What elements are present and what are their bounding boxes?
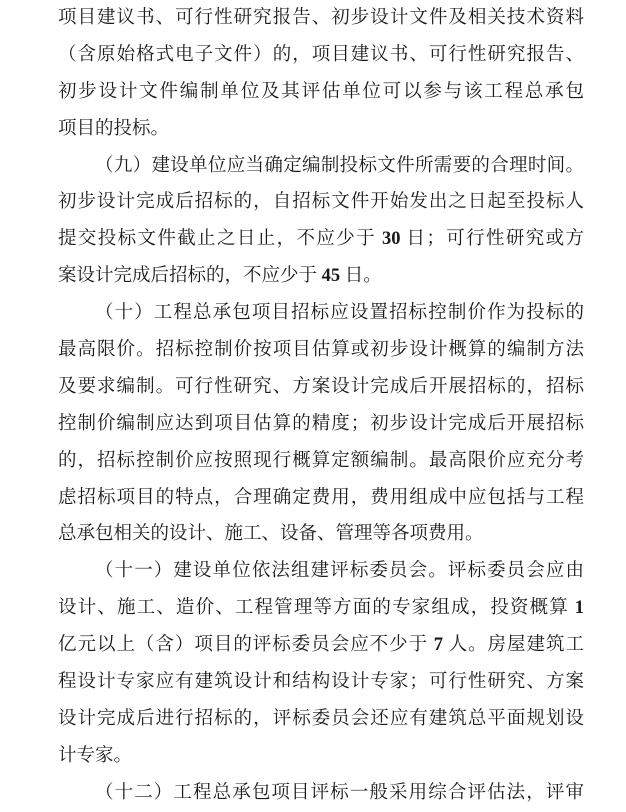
text-segment: 计专家。 [58,745,133,766]
text-segment: 提交投标文件截止之日止，不应少于 [58,229,382,250]
text-line [58,111,584,148]
text-segment: 设计、施工、造价、工程管理等方面的专家组成，投资概算 [58,598,575,619]
text-line [58,738,584,775]
text-line [58,37,584,74]
text-line [58,590,584,627]
text-line [58,148,584,185]
text-line [58,406,584,443]
text-segment: 控制价编制应达到项目估算的精度；初步设计完成后开展招标 [58,413,584,434]
text-segment: 亿元以上（含）项目的评标委员会应不少于 [58,635,434,656]
text-segment: 项目建议书、可行性研究报告、初步设计文件及相关技术资料 [58,8,584,28]
bold-number: 30 [381,229,401,250]
text-line [58,0,584,37]
text-segment: 项目的投标。 [58,118,170,139]
text-segment: 日；可行性研究或方 [400,229,584,250]
text-segment: （十二）工程总承包项目评标一般采用综合评估法，评审 [95,782,584,803]
bold-number: 45 [321,266,341,287]
text-line [58,332,584,369]
text-line [58,664,584,701]
text-line [58,516,584,553]
text-line [58,775,584,812]
text-segment: （十）工程总承包项目招标应设置招标控制价作为投标的 [95,303,584,324]
text-line [58,443,584,480]
document-text-body [58,0,584,812]
text-line [58,627,584,664]
text-segment: （十一）建设单位依法组建评标委员会。评标委员会应由 [95,561,584,582]
text-segment: 设计完成后进行招标的，评标委员会还应有建筑总平面规划设 [58,708,584,729]
text-segment: 人。房屋建筑工 [442,635,584,656]
text-segment: 最高限价。招标控制价按项目估算或初步设计概算的编制方法 [58,340,584,361]
text-segment: 日。 [340,266,382,287]
text-segment: 的，招标控制价应按照现行概算定额编制。最高限价应充分考 [58,450,584,471]
text-segment: （九）建设单位应当确定编制投标文件所需要的合理时间。 [95,155,584,176]
text-segment: 及要求编制。可行性研究、方案设计完成后开展招标的，招标 [58,376,584,397]
text-line [58,184,584,221]
text-line [58,74,584,111]
text-segment: 初步设计完成后招标的，自招标文件开始发出之日起至投标人 [58,192,584,213]
text-segment: 程设计专家应有建筑设计和结构设计专家；可行性研究、方案 [58,672,584,693]
text-segment: （含原始格式电子文件）的，项目建议书、可行性研究报告、 [58,44,584,65]
text-line [58,221,584,258]
text-line [58,553,584,590]
text-line [58,701,584,738]
text-segment: 虑招标项目的特点，合理确定费用，费用组成中应包括与工程 [58,487,584,508]
text-line [58,295,584,332]
bold-number: 1 [574,598,584,619]
text-segment: 总承包相关的设计、施工、设备、管理等各项费用。 [58,524,484,545]
text-segment: 案设计完成后招标的，不应少于 [58,266,322,287]
bold-number: 7 [433,635,443,656]
text-line [58,369,584,406]
text-line [58,258,584,295]
text-line [58,480,584,517]
text-segment: 初步设计文件编制单位及其评估单位可以参与该工程总承包 [58,81,584,102]
